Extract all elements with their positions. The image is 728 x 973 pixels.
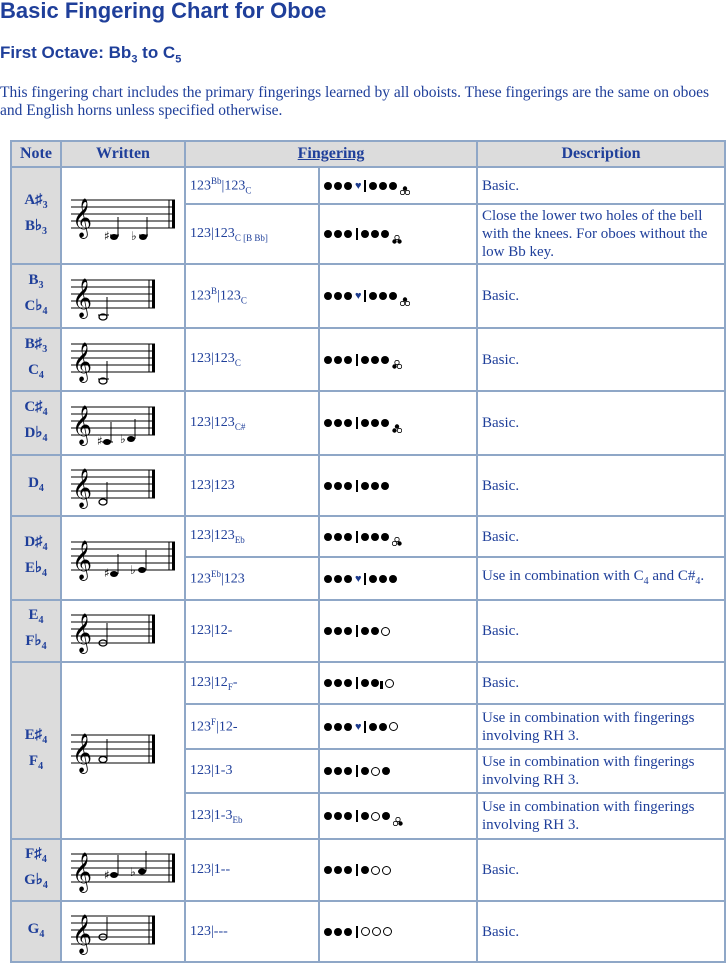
- svg-text:𝄞: 𝄞: [72, 852, 93, 892]
- bell-keys-icon: [392, 424, 402, 433]
- note-cell: $A♯_3$ $B♭_3$: [11, 167, 61, 264]
- table-row: [11, 391, 725, 455]
- svg-text:𝄞: 𝄞: [72, 913, 93, 954]
- staff-notation-icon: [67, 726, 179, 776]
- note-cell: $F♯_4$ $G♭_4$: [11, 839, 61, 901]
- header-note: Note: [11, 141, 61, 167]
- fingering-diagram: [319, 600, 477, 662]
- fingering-code: $123|123_{C [B Bb]}$: [185, 204, 319, 264]
- svg-text:𝄞: 𝄞: [72, 732, 93, 773]
- fingering-code: $123|123_{Eb}$: [185, 516, 319, 557]
- note-cell: $G_4$: [11, 901, 61, 962]
- fingering-code: 123|123: [185, 455, 319, 516]
- fingering-code: $123|123_{C\#}$: [185, 391, 319, 455]
- description-cell: Use in combination with fingerings involving RH 3.: [477, 704, 725, 749]
- fingering-code: $123^{Bb}|123_C$: [185, 167, 319, 204]
- table-row: [11, 455, 725, 516]
- fingering-diagram: [319, 328, 477, 391]
- note-cell: $B_3$ $C♭_4$: [11, 264, 61, 328]
- note-cell: $E♯_4$ $F_4$: [11, 662, 61, 839]
- description-cell: Basic.: [477, 328, 725, 391]
- staff-notation-icon: [67, 907, 179, 957]
- description-cell: Use in combination with $C_4$ and $C\#_4$.: [477, 557, 725, 600]
- written-notation: [61, 839, 185, 901]
- note-cell: $C♯_4$ $D♭_4$: [11, 391, 61, 455]
- fingering-diagram: [319, 901, 477, 962]
- svg-text:♯: ♯: [97, 434, 103, 448]
- svg-text:𝄞: 𝄞: [72, 540, 93, 580]
- staff-notation-icon: [67, 845, 179, 895]
- bell-keys-icon: [400, 186, 410, 195]
- header-description: Description: [477, 141, 725, 167]
- svg-text:𝄞: 𝄞: [72, 405, 93, 445]
- fingering-code: $123^{Eb}|123$: [185, 557, 319, 600]
- description-cell: Basic.: [477, 516, 725, 557]
- svg-text:𝄞: 𝄞: [72, 197, 93, 238]
- table-row: [11, 516, 725, 557]
- written-notation: [61, 516, 185, 600]
- description-cell: Basic.: [477, 901, 725, 962]
- bell-keys-icon: [400, 297, 410, 306]
- written-notation: [61, 600, 185, 662]
- svg-text:𝄞: 𝄞: [72, 467, 93, 508]
- staff-notation-icon: [67, 533, 179, 583]
- table-row: [11, 328, 725, 391]
- description-cell: Close the lower two holes of the bell with the knees. For oboes without the low Bb key.: [477, 204, 725, 264]
- svg-text:𝄞: 𝄞: [72, 613, 93, 653]
- description-cell: Basic.: [477, 455, 725, 516]
- svg-text:♯: ♯: [104, 228, 110, 241]
- written-notation: [61, 901, 185, 962]
- note-cell: $E_4$ $F♭_4$: [11, 600, 61, 662]
- written-notation: [61, 167, 185, 264]
- written-notation: [61, 455, 185, 516]
- note-cell: $B♯_3$ $C_4$: [11, 328, 61, 391]
- table-row: [11, 600, 725, 662]
- header-row: [11, 141, 725, 167]
- intro-paragraph: This fingering chart includes the primary fingerings learned by all oboists. These fingerings are the same on oboes and English horns unless specified otherwise.: [0, 84, 710, 119]
- header-written: Written: [61, 141, 185, 167]
- staff-notation-icon: [67, 335, 179, 385]
- table-row: [11, 901, 725, 962]
- table-row: [11, 264, 725, 328]
- fingering-code: $123^F|12-$: [185, 704, 319, 749]
- fingering-diagram: [319, 793, 477, 839]
- staff-notation-icon: [67, 271, 179, 321]
- staff-notation-icon: [67, 398, 179, 448]
- svg-text:♭: ♭: [131, 228, 137, 241]
- fingering-diagram: [319, 516, 477, 557]
- svg-text:𝄞: 𝄞: [72, 278, 93, 318]
- svg-text:𝄞: 𝄞: [72, 341, 93, 382]
- svg-text:♯: ♯: [104, 566, 110, 580]
- table-row: [11, 167, 725, 204]
- fingering-code: 123|---: [185, 901, 319, 962]
- description-cell: Use in combination with fingerings involving RH 3.: [477, 749, 725, 793]
- fingering-diagram: ♥: [319, 557, 477, 600]
- bell-keys-icon: [392, 537, 402, 546]
- svg-text:♯: ♯: [104, 868, 110, 882]
- description-cell: Basic.: [477, 167, 725, 204]
- written-notation: [61, 391, 185, 455]
- description-cell: Basic.: [477, 600, 725, 662]
- header-fingering-link[interactable]: Fingering: [185, 141, 477, 167]
- fingering-code: $123|1-3_{Eb}$: [185, 793, 319, 839]
- fingering-code: $123|12_F-$: [185, 662, 319, 704]
- bell-keys-icon: [393, 817, 403, 826]
- fingering-code: 123|12-: [185, 600, 319, 662]
- fingering-code: $123^B|123_C$: [185, 264, 319, 328]
- fingering-diagram: [319, 204, 477, 264]
- note-cell: $D♯_4$ $E♭_4$: [11, 516, 61, 600]
- description-cell: Basic.: [477, 839, 725, 901]
- description-cell: Basic.: [477, 662, 725, 704]
- fingering-code: 123|1-3: [185, 749, 319, 793]
- svg-text:♭: ♭: [130, 865, 136, 879]
- fingering-diagram: [319, 839, 477, 901]
- staff-notation-icon: [67, 461, 179, 511]
- staff-notation-icon: [67, 191, 179, 241]
- section-subtitle: First Octave: $Bb_3$ to $C_5$: [0, 43, 182, 66]
- note-cell: $D_4$: [11, 455, 61, 516]
- fingering-diagram: [319, 391, 477, 455]
- fingering-diagram: ♥: [319, 167, 477, 204]
- fingering-diagram: [319, 662, 477, 704]
- svg-text:♭: ♭: [120, 432, 126, 446]
- written-notation: [61, 328, 185, 391]
- bell-keys-icon: [392, 360, 402, 369]
- fingering-diagram: ♥: [319, 704, 477, 749]
- description-cell: Basic.: [477, 391, 725, 455]
- written-notation: [61, 662, 185, 839]
- description-cell: Use in combination with fingerings involving RH 3.: [477, 793, 725, 839]
- table-row: [11, 839, 725, 901]
- table-row: [11, 662, 725, 704]
- page-title: Basic Fingering Chart for Oboe: [0, 0, 327, 23]
- fingering-chart-table: [10, 140, 726, 963]
- description-cell: Basic.: [477, 264, 725, 328]
- bell-keys-icon: [392, 235, 402, 244]
- written-notation: [61, 264, 185, 328]
- fingering-code: 123|1--: [185, 839, 319, 901]
- svg-text:♭: ♭: [130, 563, 136, 577]
- fingering-diagram: ♥: [319, 264, 477, 328]
- fingering-diagram: [319, 749, 477, 793]
- staff-notation-icon: [67, 606, 179, 656]
- fingering-code: $123|123_C$: [185, 328, 319, 391]
- fingering-diagram: [319, 455, 477, 516]
